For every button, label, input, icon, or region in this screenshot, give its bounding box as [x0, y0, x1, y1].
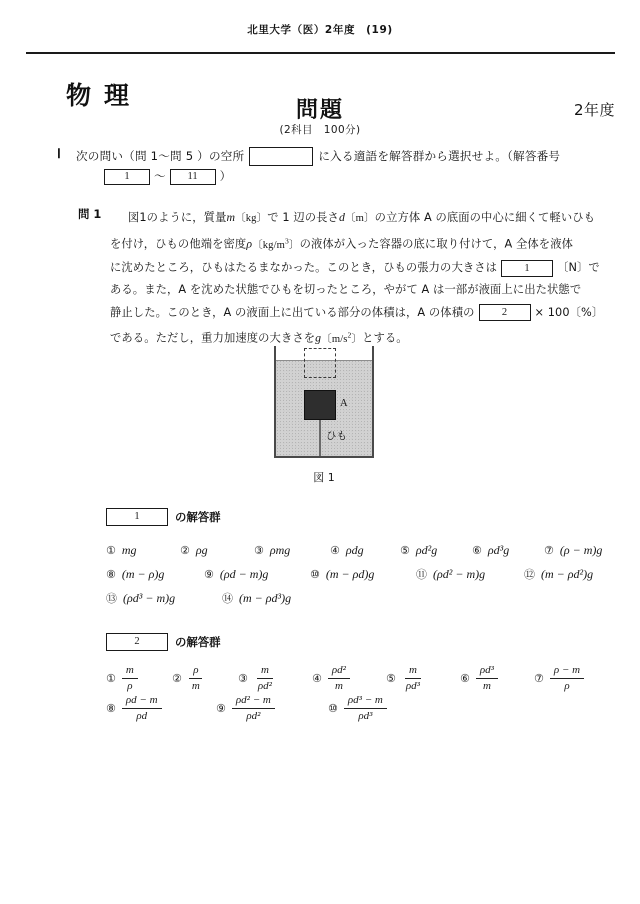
- fraction-denominator: ρd³: [405, 679, 420, 692]
- fraction-denominator: m: [334, 679, 343, 692]
- q1-l6-b: とする。: [362, 331, 408, 345]
- subject-title: 物理: [66, 81, 143, 110]
- option-marker: ⑧: [106, 567, 116, 581]
- option-fraction: [550, 664, 584, 692]
- answer-option[interactable]: [172, 664, 238, 692]
- option-expr: mg: [121, 542, 137, 557]
- unit-accel: [321, 330, 363, 345]
- answer-options-row: [106, 538, 606, 562]
- figure-1: [274, 346, 374, 458]
- q1-line-2: [110, 230, 620, 257]
- option-fraction: [344, 694, 387, 722]
- option-expr: ρdg: [345, 542, 364, 557]
- q1-l1-a: 図1のように，質量: [128, 211, 227, 224]
- unit-accel-close: 〕: [351, 333, 363, 345]
- fraction-denominator: ρd²: [257, 679, 272, 692]
- answer-option[interactable]: [238, 664, 312, 692]
- option-marker: ⑧: [106, 701, 116, 715]
- answer-option[interactable]: [106, 664, 172, 692]
- unit-accel-base: 〔m/s: [321, 333, 348, 345]
- section-marker: Ⅰ: [57, 146, 61, 161]
- fraction-denominator: m: [191, 679, 200, 692]
- unit-density-close: 〕: [288, 239, 300, 251]
- option-marker: ④: [312, 671, 322, 685]
- exam-subtitle: (2科目 100分): [279, 124, 361, 136]
- answer-group-2-heading: [106, 633, 606, 651]
- option-expr: (ρd − m)g: [219, 566, 269, 581]
- instruction-text-b: に入る適語を解答群から選択せよ。（解答番号: [318, 149, 561, 163]
- fraction-denominator: ρ: [564, 679, 570, 692]
- answer-group-1-heading-label: の解答群: [175, 510, 221, 524]
- option-marker: ③: [238, 671, 248, 685]
- blank-box-1[interactable]: 1: [501, 260, 553, 277]
- answer-option[interactable]: [328, 694, 387, 722]
- fraction-denominator: ρd²: [246, 709, 261, 722]
- option-marker: ⑨: [204, 567, 214, 581]
- answer-option[interactable]: [386, 664, 460, 692]
- answer-option[interactable]: [106, 694, 216, 722]
- option-marker: ⑭: [222, 592, 233, 605]
- fraction-denominator: ρd³: [358, 709, 373, 722]
- option-marker: ⑤: [386, 671, 396, 685]
- unit-kg: 〔kg〕: [235, 213, 268, 224]
- option-marker: ⑪: [416, 568, 427, 581]
- question-1-label: 問 1: [78, 207, 102, 221]
- answer-option[interactable]: [204, 567, 310, 582]
- q1-l1-c: の立方体 A の底面の中心に細くて軽いひも: [374, 211, 596, 224]
- answer-options-row: [106, 562, 606, 586]
- option-expr: (ρd³ − m)g: [123, 590, 176, 605]
- answer-option[interactable]: [106, 543, 180, 558]
- unit-density-exp: 3: [284, 236, 289, 246]
- answer-group-1: [106, 508, 606, 610]
- option-fraction: [232, 694, 275, 722]
- option-marker: ⑦: [544, 543, 554, 557]
- answer-options-row: [106, 693, 606, 723]
- answer-group-2-blank-ref[interactable]: 2: [106, 633, 168, 651]
- q1-l5-a: 静止した。このとき，A の液面上に出ている部分の体積は，A の体積の: [110, 305, 475, 319]
- fraction-denominator: ρd: [136, 709, 148, 722]
- option-marker: ⑬: [106, 592, 117, 605]
- option-marker: ①: [106, 543, 116, 557]
- answer-options-row: [106, 663, 606, 693]
- answer-option[interactable]: [310, 567, 416, 582]
- unit-density: [252, 236, 300, 251]
- option-expr: ρg: [195, 542, 208, 557]
- option-marker: ⑩: [310, 567, 320, 581]
- answer-group-2-heading-label: の解答群: [175, 635, 221, 649]
- option-expr: ρd³g: [487, 542, 510, 557]
- var-d: d: [338, 210, 345, 224]
- option-expr: (m − ρd³)g: [239, 590, 292, 605]
- answer-option[interactable]: [472, 543, 544, 558]
- answer-option[interactable]: [106, 590, 222, 606]
- q1-l5-b: × 100〔%〕: [534, 305, 604, 319]
- option-marker: ⑨: [216, 701, 226, 715]
- answer-option[interactable]: [416, 566, 524, 582]
- section-instruction-line-1: [76, 147, 621, 166]
- answer-option[interactable]: [400, 543, 472, 558]
- option-expr: (m − ρd)g: [325, 566, 375, 581]
- blank-box-generic[interactable]: [249, 147, 313, 166]
- answer-option[interactable]: [254, 543, 330, 558]
- option-marker: ④: [330, 543, 340, 557]
- q1-line-5: [110, 302, 620, 324]
- answer-option[interactable]: [180, 543, 254, 558]
- string-line: [319, 420, 321, 456]
- option-marker: ③: [254, 543, 264, 557]
- fraction-numerator: m: [122, 664, 138, 679]
- answer-option[interactable]: [534, 664, 584, 692]
- option-expr: (ρd² − m)g: [433, 566, 486, 581]
- option-expr: ρmg: [269, 542, 291, 557]
- fraction-numerator: ρ: [189, 664, 202, 679]
- q1-l2-a: を付け，ひもの他端を密度: [110, 237, 247, 251]
- option-fraction: [188, 664, 204, 692]
- unit-density-base: 〔kg/m: [252, 239, 285, 251]
- closing-paren: ）: [219, 169, 232, 183]
- fraction-numerator: ρd³ − m: [344, 694, 387, 709]
- option-fraction: [402, 664, 424, 692]
- option-marker: ②: [180, 543, 190, 557]
- q1-l3-b: 〔N〕で: [557, 261, 600, 275]
- q1-line-1: [110, 206, 620, 230]
- q1-line-3: [110, 257, 620, 279]
- option-expr: ρd²g: [415, 542, 438, 557]
- unit-accel-exp: 2: [347, 330, 352, 340]
- option-marker: ⑥: [472, 543, 482, 557]
- fraction-numerator: m: [257, 664, 273, 679]
- blank-box-range-start[interactable]: 1: [104, 169, 150, 185]
- option-fraction: [328, 664, 350, 692]
- option-marker: ②: [172, 671, 182, 685]
- cube-a-label: A: [340, 398, 348, 409]
- answer-option[interactable]: [330, 543, 400, 558]
- answer-group-1-blank-ref[interactable]: 1: [106, 508, 168, 526]
- option-fraction: [122, 664, 138, 692]
- option-marker: ⑦: [534, 671, 544, 685]
- fraction-numerator: ρ − m: [550, 664, 584, 679]
- cube-a: [304, 390, 336, 420]
- option-expr: (m − ρ)g: [121, 566, 165, 581]
- dashed-reference-box: [304, 348, 336, 378]
- option-fraction: [254, 664, 276, 692]
- fraction-denominator: ρ: [127, 679, 133, 692]
- option-expr: (m − ρd²)g: [541, 566, 594, 581]
- answer-option[interactable]: [524, 566, 593, 582]
- option-fraction: [122, 694, 162, 722]
- var-rho: ρ: [246, 236, 253, 251]
- fraction-numerator: m: [405, 664, 421, 679]
- fraction-numerator: ρd²: [328, 664, 350, 679]
- fraction-numerator: ρd − m: [122, 694, 162, 709]
- answer-option[interactable]: [106, 567, 204, 582]
- q1-l3-a: に沈めたところ，ひもはたるまなかった。このとき，ひもの張力の大きさは: [110, 261, 498, 275]
- q1-l1-b: で 1 辺の長さ: [267, 211, 339, 224]
- fraction-denominator: m: [482, 679, 491, 692]
- blank-box-2[interactable]: 2: [479, 304, 531, 321]
- answer-option[interactable]: [312, 664, 386, 692]
- answer-option[interactable]: [460, 664, 534, 692]
- option-marker: ⑫: [524, 568, 535, 581]
- option-marker: ⑥: [460, 671, 470, 685]
- answer-option[interactable]: [544, 543, 602, 558]
- page-title: 問題: [295, 98, 344, 123]
- q1-l2-b: の液体が入った容器の底に取り付けて，A 全体を液体: [299, 237, 573, 251]
- option-marker: ①: [106, 671, 116, 685]
- option-fraction: [476, 664, 498, 692]
- fraction-numerator: ρd² − m: [232, 694, 275, 709]
- question-1-body: [110, 206, 620, 351]
- year-label: 2年度: [573, 101, 615, 119]
- instruction-text-a: 次の問い（問 1～問 5 ）の空所: [76, 149, 245, 163]
- answer-option[interactable]: [222, 590, 291, 606]
- header-rule: [26, 52, 615, 54]
- blank-box-range-end[interactable]: 11: [170, 169, 216, 185]
- figure-1-caption: 図 1: [313, 471, 335, 484]
- q1-l6-a: である。ただし，重力加速度の大きさを: [110, 331, 316, 345]
- answer-options-row: [106, 586, 606, 610]
- fraction-numerator: ρd³: [476, 664, 498, 679]
- answer-option[interactable]: [216, 694, 328, 722]
- answer-group-2: [106, 633, 606, 723]
- var-g: g: [315, 330, 322, 345]
- running-header: 北里大学（医）2年度 (19): [247, 24, 393, 36]
- string-label: ひも: [326, 430, 347, 442]
- unit-m: 〔m〕: [344, 213, 375, 224]
- section-instruction-line-2: [100, 168, 231, 185]
- q1-line-4: ある。また，A を沈めた状態でひもを切ったところ，やがて A は一部が液面上に出た状態で: [110, 283, 582, 297]
- answer-group-1-heading: [106, 508, 606, 526]
- option-marker: ⑩: [328, 701, 338, 715]
- option-marker: ⑤: [400, 543, 410, 557]
- option-expr: (ρ − m)g: [559, 542, 603, 557]
- var-m: m: [226, 210, 236, 224]
- range-tilde: ～: [154, 169, 166, 183]
